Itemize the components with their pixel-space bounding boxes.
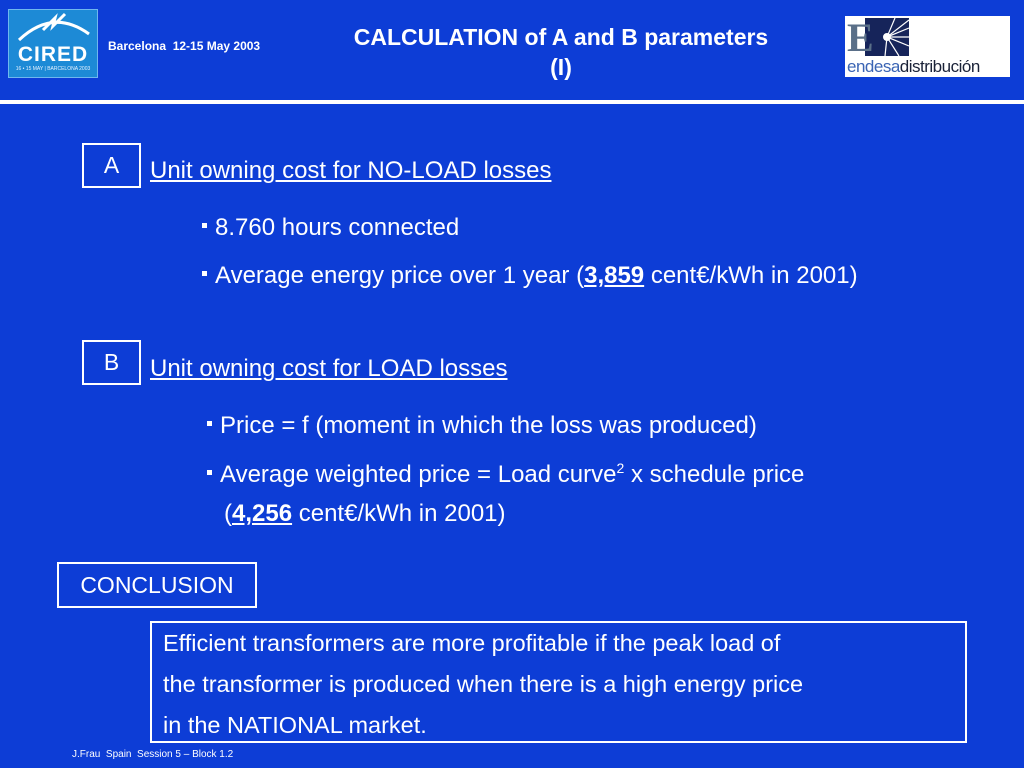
bullet-square-icon bbox=[207, 470, 212, 475]
footer-text: J.Frau Spain Session 5 – Block 1.2 bbox=[72, 749, 234, 760]
conclusion-line-2: the transformer is produced when there is a high energy price bbox=[163, 671, 804, 697]
title-line-2: (I) bbox=[550, 54, 572, 80]
page-title bbox=[296, 22, 826, 82]
bullet-square-icon bbox=[202, 223, 207, 228]
bullet-square-icon bbox=[202, 271, 207, 276]
endesa-logo bbox=[845, 16, 1010, 77]
section-a-heading: Unit owning cost for NO-LOAD losses bbox=[150, 157, 552, 184]
conclusion-line-3: in the NATIONAL market. bbox=[163, 712, 427, 738]
section-b-bullet-2-continued: (4,256 cent€/kWh in 2001) bbox=[224, 500, 506, 527]
endesa-logo-brand: endesadistribución bbox=[847, 57, 980, 76]
conclusion-line-1: Efficient transformers are more profitable if the peak load of bbox=[163, 630, 781, 656]
title-line-1: CALCULATION of A and B parameters bbox=[353, 24, 769, 50]
endesa-logo-mark: E bbox=[847, 15, 874, 60]
section-b-bullet-1: Price = f (moment in which the loss was produced) bbox=[207, 412, 757, 440]
section-b-label: B bbox=[82, 340, 141, 385]
cired-logo-text: CIRED bbox=[17, 43, 89, 66]
bullet-square-icon bbox=[207, 421, 212, 426]
section-a-bullet-1: 8.760 hours connected bbox=[202, 214, 459, 242]
energy-price-value: 3,859 bbox=[584, 262, 645, 289]
conclusion-text-box bbox=[150, 621, 967, 743]
cired-logo-subtext: 16 • 15 MAY | BARCELONA 2003 bbox=[15, 66, 91, 72]
section-b-heading: Unit owning cost for LOAD losses bbox=[150, 355, 508, 382]
section-a-label: A bbox=[82, 143, 141, 188]
section-b-bullet-2: Average weighted price = Load curve$^2$ x schedule price bbox=[207, 460, 804, 489]
conference-label: Barcelona 12-15 May 2003 bbox=[108, 39, 261, 53]
header-divider bbox=[0, 100, 1024, 104]
conclusion-label: CONCLUSION bbox=[57, 562, 257, 608]
cired-logo bbox=[8, 9, 98, 78]
weighted-price-value: 4,256 bbox=[232, 500, 293, 527]
section-a-bullet-2: Average energy price over 1 year (3,859 cent€/kWh in 2001) bbox=[202, 262, 858, 290]
